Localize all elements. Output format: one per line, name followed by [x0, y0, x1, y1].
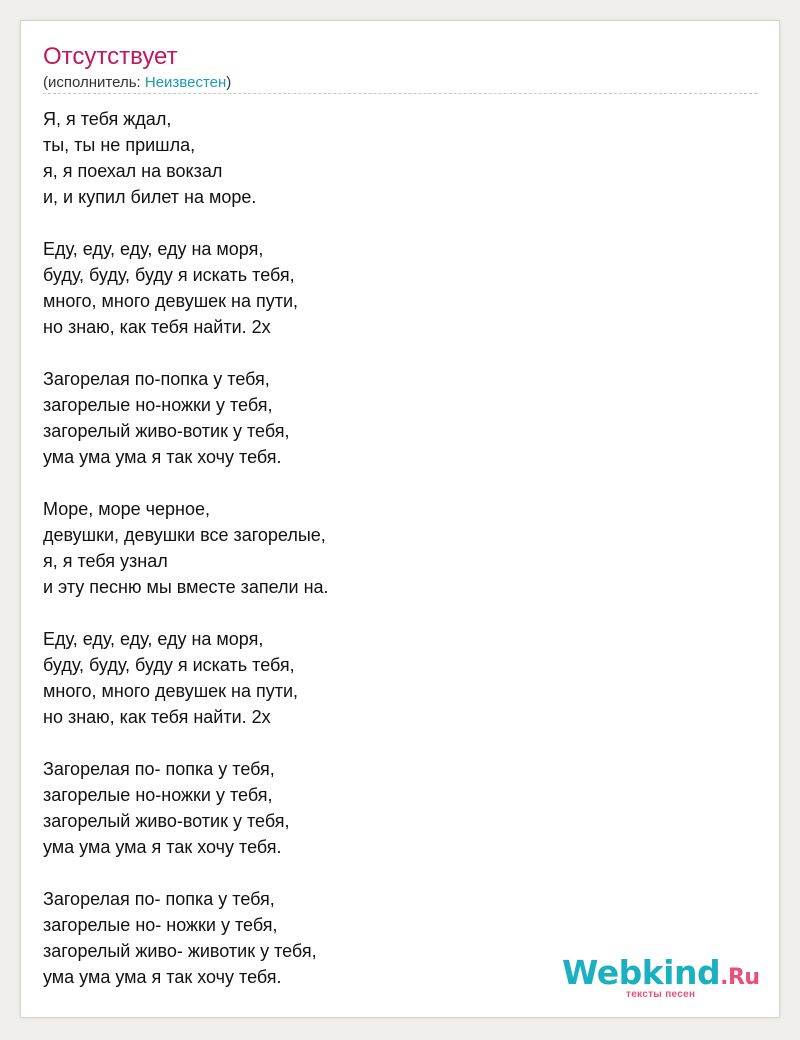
lyric-line: загорелые но-ножки у тебя, — [43, 395, 273, 415]
lyric-line: загорелый живо- животик у тебя, — [43, 941, 317, 961]
lyric-line: я, я поехал на вокзал — [43, 161, 223, 181]
lyric-line: Еду, еду, еду, еду на моря, — [43, 629, 264, 649]
lyric-line: Еду, еду, еду, еду на моря, — [43, 239, 264, 259]
lyric-line: загорелые но- ножки у тебя, — [43, 915, 278, 935]
stanza — [43, 626, 743, 730]
stanza — [43, 756, 743, 860]
lyric-line: и, и купил билет на море. — [43, 187, 257, 207]
lyrics-body — [43, 106, 743, 1016]
lyric-line: девушки, девушки все загорелые, — [43, 525, 326, 545]
lyric-line: загорелый живо-вотик у тебя, — [43, 421, 290, 441]
lyric-line: ума ума ума я так хочу тебя. — [43, 837, 282, 857]
lyric-line: загорелый живо-вотик у тебя, — [43, 811, 290, 831]
song-title: Отсутствует — [43, 43, 178, 70]
lyric-line: Море, море черное, — [43, 499, 211, 519]
lyric-line: Загорелая по- попка у тебя, — [43, 759, 275, 779]
lyric-line: загорелые но-ножки у тебя, — [43, 785, 273, 805]
stanza — [43, 106, 743, 210]
webkind-logo[interactable] — [562, 955, 762, 1005]
lyric-line: я, я тебя узнал — [43, 551, 168, 571]
lyric-line: много, много девушек на пути, — [43, 291, 299, 311]
lyric-line: буду, буду, буду я искать тебя, — [43, 655, 295, 675]
lyrics-card — [20, 20, 780, 1018]
stanza — [43, 496, 743, 600]
artist-link[interactable]: Неизвестен — [144, 74, 227, 91]
lyric-line: буду, буду, буду я искать тебя, — [43, 265, 295, 285]
dashed-divider — [43, 93, 757, 94]
lyric-line: Я, я тебя ждал, — [43, 109, 172, 129]
lyric-line: ты, ты не пришла, — [43, 135, 196, 155]
stanza — [43, 366, 743, 470]
lyric-line: много, много девушек на пути, — [43, 681, 299, 701]
lyric-line: и эту песню мы вместе запели на. — [43, 577, 329, 597]
artist-suffix: ) — [226, 74, 232, 91]
lyric-line: Загорелая по- попка у тебя, — [43, 889, 275, 909]
lyric-line: но знаю, как тебя найти. 2х — [43, 707, 271, 727]
lyric-line: ума ума ума я так хочу тебя. — [43, 447, 282, 467]
lyric-line: но знаю, как тебя найти. 2х — [43, 317, 271, 337]
lyric-line: Загорелая по-попка у тебя, — [43, 369, 270, 389]
lyric-line: ума ума ума я так хочу тебя. — [43, 967, 282, 987]
logo-tld: .Ru — [720, 965, 760, 990]
logo-tagline: тексты песен — [626, 989, 696, 1000]
stanza — [43, 236, 743, 340]
logo-name: Webkind — [562, 953, 721, 992]
artist-prefix: (исполнитель: — [43, 74, 145, 91]
artist-line — [43, 74, 231, 92]
